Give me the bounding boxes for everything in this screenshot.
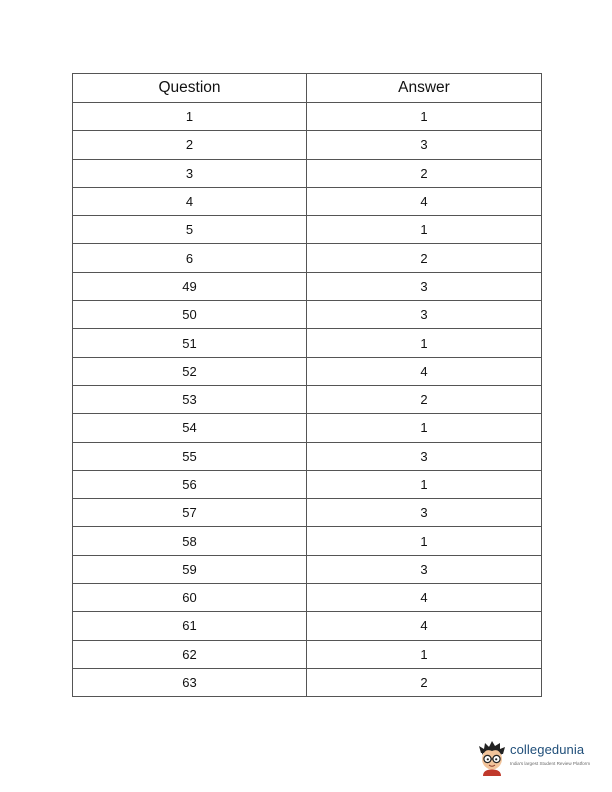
question-number-cell: 1 bbox=[73, 103, 307, 131]
answer-key-table bbox=[72, 73, 542, 697]
question-number-cell: 5 bbox=[73, 216, 307, 244]
answer-option-cell: 1 bbox=[307, 103, 542, 131]
answer-option-cell: 4 bbox=[307, 612, 542, 640]
table-row bbox=[73, 187, 542, 215]
table-row bbox=[73, 131, 542, 159]
table-row bbox=[73, 216, 542, 244]
answer-column-header: Answer bbox=[307, 74, 542, 103]
table-row bbox=[73, 668, 542, 696]
question-number-cell: 58 bbox=[73, 527, 307, 555]
question-number-cell: 53 bbox=[73, 385, 307, 413]
table-row bbox=[73, 329, 542, 357]
question-number-cell: 62 bbox=[73, 640, 307, 668]
answer-option-cell: 1 bbox=[307, 527, 542, 555]
question-number-cell: 61 bbox=[73, 612, 307, 640]
answer-option-cell: 4 bbox=[307, 584, 542, 612]
question-column-header: Question bbox=[73, 74, 307, 103]
answer-option-cell: 1 bbox=[307, 216, 542, 244]
table-row bbox=[73, 612, 542, 640]
answer-option-cell: 3 bbox=[307, 131, 542, 159]
question-number-cell: 51 bbox=[73, 329, 307, 357]
answer-option-cell: 4 bbox=[307, 187, 542, 215]
answer-option-cell: 1 bbox=[307, 640, 542, 668]
answer-option-cell: 3 bbox=[307, 272, 542, 300]
answer-option-cell: 1 bbox=[307, 414, 542, 442]
table-row bbox=[73, 159, 542, 187]
table-row bbox=[73, 584, 542, 612]
question-number-cell: 63 bbox=[73, 668, 307, 696]
question-number-cell: 54 bbox=[73, 414, 307, 442]
table-row bbox=[73, 470, 542, 498]
answer-option-cell: 2 bbox=[307, 159, 542, 187]
answer-option-cell: 1 bbox=[307, 329, 542, 357]
table-row bbox=[73, 640, 542, 668]
table-row bbox=[73, 357, 542, 385]
collegedunia-logo bbox=[476, 740, 604, 780]
question-number-cell: 57 bbox=[73, 499, 307, 527]
answer-option-cell: 4 bbox=[307, 357, 542, 385]
brand-tagline: India's largest Student Review Platform bbox=[510, 761, 591, 766]
table-row bbox=[73, 442, 542, 470]
question-number-cell: 2 bbox=[73, 131, 307, 159]
answer-option-cell: 1 bbox=[307, 470, 542, 498]
answer-table-body bbox=[73, 103, 542, 697]
answer-option-cell: 3 bbox=[307, 555, 542, 583]
table-row bbox=[73, 301, 542, 329]
question-number-cell: 60 bbox=[73, 584, 307, 612]
table-row bbox=[73, 555, 542, 583]
question-number-cell: 3 bbox=[73, 159, 307, 187]
answer-option-cell: 3 bbox=[307, 499, 542, 527]
table-row bbox=[73, 272, 542, 300]
table-row bbox=[73, 244, 542, 272]
answer-option-cell: 3 bbox=[307, 301, 542, 329]
table-row bbox=[73, 414, 542, 442]
question-number-cell: 49 bbox=[73, 272, 307, 300]
answer-option-cell: 2 bbox=[307, 668, 542, 696]
question-number-cell: 52 bbox=[73, 357, 307, 385]
question-number-cell: 55 bbox=[73, 442, 307, 470]
brand-name: collegedunia bbox=[510, 742, 585, 757]
question-number-cell: 6 bbox=[73, 244, 307, 272]
table-row bbox=[73, 103, 542, 131]
question-number-cell: 50 bbox=[73, 301, 307, 329]
table-row bbox=[73, 385, 542, 413]
answer-option-cell: 3 bbox=[307, 442, 542, 470]
question-number-cell: 59 bbox=[73, 555, 307, 583]
mascot-icon bbox=[476, 740, 508, 776]
table-row bbox=[73, 527, 542, 555]
answer-option-cell: 2 bbox=[307, 385, 542, 413]
table-row bbox=[73, 499, 542, 527]
question-number-cell: 56 bbox=[73, 470, 307, 498]
question-number-cell: 4 bbox=[73, 187, 307, 215]
table-header-row bbox=[73, 74, 542, 103]
answer-option-cell: 2 bbox=[307, 244, 542, 272]
